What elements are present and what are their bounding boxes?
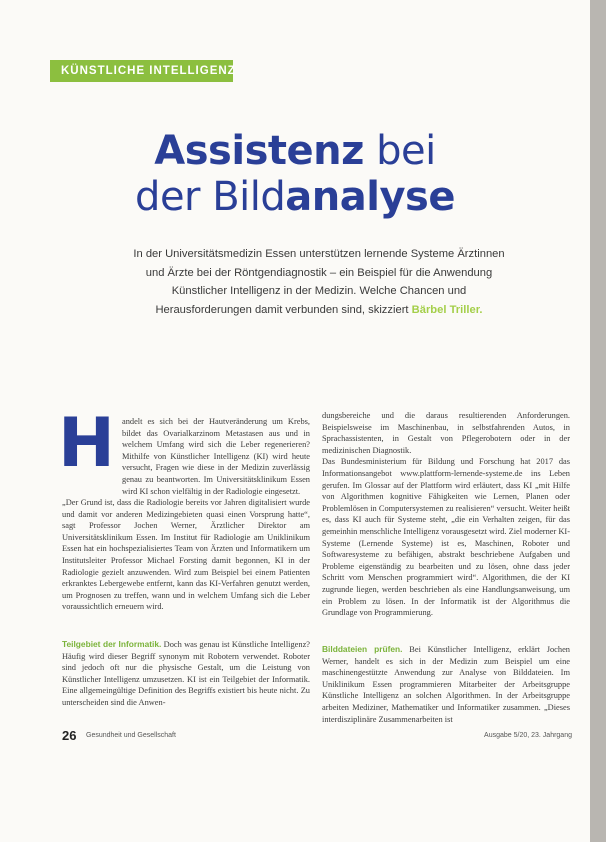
body-paragraph: „Der Grund ist, dass die Radiologie bereits vor Jahren digitalisiert wurde und damit vor anderen Medizingebieten quasi einen Vorsprung hatte“, sagt Professor Jochen Werner, Ärztlicher Direktor am Universitätsklinikum Essen. Im Institut für Radiologie am Uniklinikum Essen hat ein hochspezialisiertes Team von Ärzten und Informatikern um Institutsleiter Professor Michael Forsting damit begonnen, KI in der Radiologie gezielt anzuwenden. Wird zum Beispiel bei einem Patienten erkranktes Lebergewebe entfernt, kann das KI-Verfahren genutzt werden, um Prognosen zu treffen, wann und in welchem Umfang sich die Leber voraussichtlich erneuern wird.: [62, 498, 310, 612]
title-line2-bold: analyse: [285, 174, 455, 220]
body-column-1-bottom: [62, 639, 310, 709]
title-line1-bold: Assistenz: [154, 128, 364, 174]
issue-info: Ausgabe 5/20, 23. Jahrgang: [484, 732, 572, 739]
body-column-1-middle: [62, 497, 310, 613]
article-lead: [130, 245, 508, 319]
lead-text: In der Universitätsmedizin Essen unterstützen lernende Systeme Ärztinnen und Ärzte bei der Röntgendiagnostik – ein Beispiel für die Anwendung Künstlicher Intelligenz in der Medizin. Welche Chancen und Herausforderungen damit verbunden sind, skizziert: [133, 248, 505, 316]
publication-name: Gesundheit und Gesellschaft: [86, 732, 176, 739]
subheading: Bilddateien prüfen.: [322, 644, 403, 654]
body-column-2-top: [322, 410, 570, 619]
body-column-2-bottom: [322, 644, 570, 725]
section-kicker: KÜNSTLICHE INTELLIGENZ: [50, 60, 233, 82]
title-line2-light: der Bild: [135, 174, 286, 220]
body-paragraph: Doch was genau ist Künstliche Intelligenz? Häufig wird dieser Begriff synonym mit Robotern verwendet. Roboter sind jedoch oft nur die physische Gestalt, um die Leistung von Künstlicher Intelligenz umzusetzen. KI ist ein Teilgebiet der Informatik. Eine allgemeingültige Definition des Begriffs existiert bis heute nicht. Zu unterscheiden sind die Anwen-: [62, 640, 311, 707]
page-number: 26: [62, 728, 77, 743]
article-title: [0, 128, 590, 220]
author-name: Bärbel Triller.: [411, 303, 483, 316]
drop-cap: H: [58, 404, 115, 483]
body-column-1-top: [122, 416, 310, 497]
title-line1-light: bei: [363, 128, 436, 174]
subheading: Teilgebiet der Informatik.: [62, 639, 162, 649]
page-edge: [590, 0, 606, 842]
body-paragraph: andelt es sich bei der Hautveränderung um Krebs, bildet das Ovarialkarzinom Metastasen aus und in welchem Umfang wird sich die Leber regenerieren? Mithilfe von Künstlicher Intelligenz (KI) wird heute versucht, Fragen wie diese in der Medizin zuverlässig genau zu beantworten. Im Universitätsklinikum Essen wird KI schon vielfältig in der Radiologie eingesetzt.: [122, 417, 310, 496]
body-paragraph: Bei Künstlicher Intelligenz, erklärt Jochen Werner, handelt es sich in der Medizin zum Beispiel um eine maschinengestützte Anwendung zur Analyse von Bilddateien. Im Uniklinikum Essen programmieren Mitarbeiter der Arbeitsgruppe Künstliche Intelligenz an solchen Algorithmen. In der Arbeitsgruppe arbeiten Mediziner, Mathematiker und Informatiker zusammen. „Dieses interdisziplinäre Zusammenarbeiten ist: [322, 645, 570, 724]
body-paragraph: dungsbereiche und die daraus resultierenden Anforderungen. Beispielsweise im Maschinenbau, in selbstfahrenden Autos, in Sprachassistenten, in Gestalt von Pflegerobotern oder in der medizinischen Diagnostik. Das Bundesministerium für Bildung und Forschung hat 2017 das Informationsangebot www.plattform-lernende-systeme.de ins Leben gerufen. Im Glossar auf der Plattform wird erläutert, dass KI „mit Hilfe von Algorithmen kognitive Fähigkeiten wie Lernen, Planen oder Problemlösen in Computersystemen zu realisieren“ versucht. Weiter heißt es, dass KI auch für Systeme steht, „die ein Verhalten zeigen, für das gemeinhin menschliche Intelligenz vorausgesetzt wird. Ziel moderner KI-Systeme (Lernende Systeme) ist es, Maschinen, Roboter und Softwaresysteme zu befähigen, abstrakt beschriebene Aufgaben und Probleme eigenständig zu bearbeiten und zu lösen, ohne dass jeder Schritt vom Menschen programmiert wird“. Algorithmen, die der KI zugrunde liegen, werden beschrieben als eine Handlungsanweisung, um ein Problem zu lösen. In der Informatik ist der Algorithmus die Grundlage von Programmierung.: [322, 411, 570, 618]
